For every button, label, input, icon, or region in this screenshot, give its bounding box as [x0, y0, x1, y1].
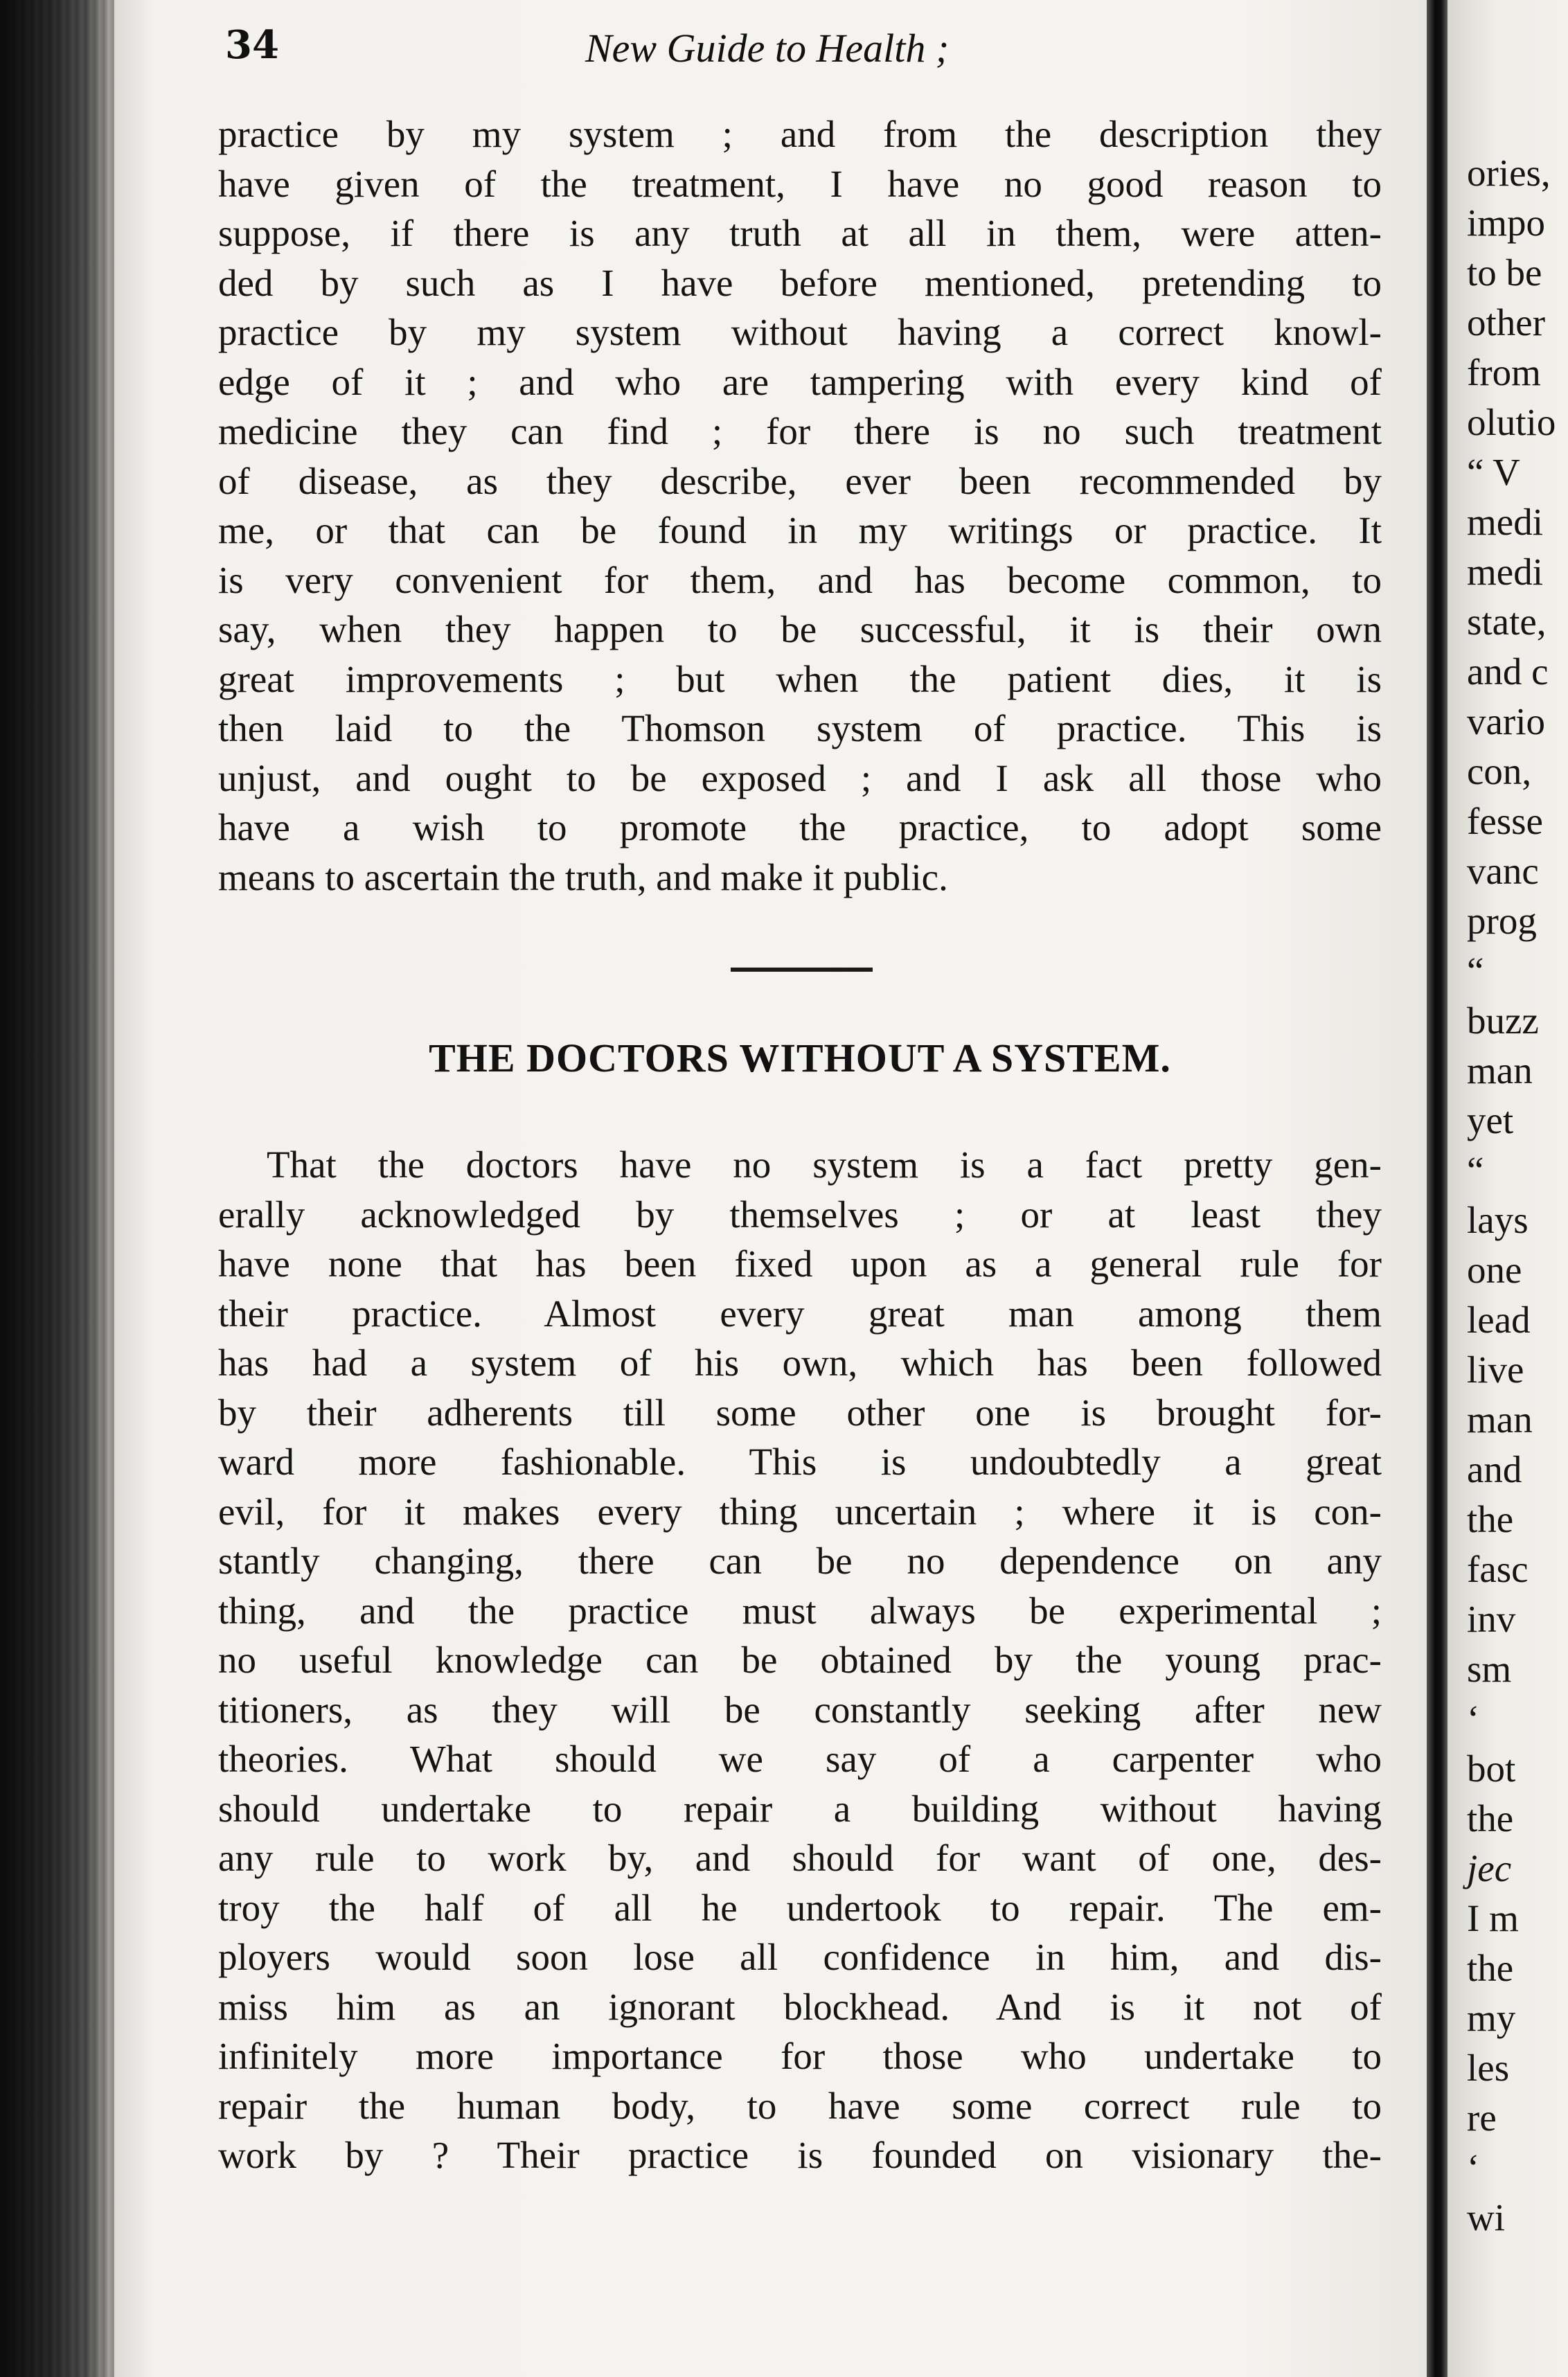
facing-page-edge [1447, 0, 1568, 2377]
text-line: means to ascertain the truth, and make it public. [218, 855, 948, 898]
facing-line: jec [1467, 1847, 1512, 1889]
text-line: say, when they happen to be successful, it is their own [218, 608, 1382, 650]
facing-line: re [1467, 2096, 1497, 2139]
facing-line: buzz [1467, 999, 1539, 1042]
facing-line: lead [1467, 1299, 1531, 1341]
page-number: 34 [225, 22, 279, 68]
text-line: suppose, if there is any truth at all in them, were atten- [218, 212, 1382, 254]
text-line: medicine they can find ; for there is no such treatment [218, 410, 1382, 452]
text-line: ded by such as I have before mentioned, pretending to [218, 261, 1382, 304]
text-line: miss him as an ignorant blockhead. And is it not of [218, 1985, 1382, 2028]
text-line: should undertake to repair a building without having [218, 1787, 1382, 1830]
text-line: of disease, as they describe, ever been recommended by [218, 459, 1382, 502]
facing-line: prog [1467, 900, 1537, 942]
text-line: have given of the treatment, I have no good reason to [218, 162, 1382, 205]
facing-line: vario [1467, 700, 1546, 742]
running-head [114, 12, 1416, 75]
text-line: repair the human body, to have some correct rule to [218, 2084, 1382, 2127]
facing-line: fesse [1467, 800, 1543, 842]
text-line: have a wish to promote the practice, to adopt some [218, 806, 1382, 848]
facing-line: medi [1467, 501, 1543, 543]
text-line: infinitely more importance for those who undertake to [218, 2035, 1382, 2077]
section-divider-rule [731, 968, 873, 972]
text-line: has had a system of his own, which has been followed [218, 1342, 1382, 1384]
facing-line: bot [1467, 1747, 1516, 1790]
facing-line: my [1467, 1997, 1516, 2039]
facing-line: ‘ [1467, 1698, 1480, 1740]
text-line: is very convenient for them, and has become common, to [218, 558, 1382, 601]
text-line: erally acknowledged by themselves ; or at least they [218, 1193, 1382, 1236]
facing-line: impo [1467, 202, 1546, 244]
facing-line: other [1467, 301, 1546, 344]
facing-line: and [1467, 1448, 1522, 1490]
facing-line: fasc [1467, 1548, 1529, 1590]
facing-line: and c [1467, 650, 1549, 693]
facing-line: sm [1467, 1648, 1512, 1690]
facing-line: to be [1467, 251, 1542, 294]
facing-line: yet [1467, 1099, 1514, 1141]
text-line: titioners, as they will be constantly seeking after new [218, 1688, 1382, 1731]
text-line: no useful knowledge can be obtained by the young prac- [218, 1639, 1382, 1681]
text-line: edge of it ; and who are tampering with every kind of [218, 360, 1382, 403]
facing-line: state, [1467, 600, 1547, 643]
facing-line: wi [1467, 2196, 1505, 2238]
text-line: evil, for it makes every thing uncertain ; where it is con- [218, 1490, 1382, 1533]
binding-gutter [0, 0, 114, 2377]
text-line: practice by my system without having a correct knowl- [218, 311, 1382, 353]
facing-line: the [1467, 1498, 1514, 1540]
facing-line: olutio [1467, 401, 1556, 443]
text-line: then laid to the Thomson system of practice. This is [218, 707, 1382, 749]
text-line: by their adherents till some other one is brought for- [218, 1391, 1382, 1434]
text-line: That the doctors have no system is a fact pretty gen- [267, 1143, 1382, 1186]
facing-line: inv [1467, 1598, 1516, 1640]
facing-line: the [1467, 1797, 1514, 1840]
text-line: ployers would soon lose all confidence in him, and dis- [218, 1936, 1382, 1978]
text-line: theories. What should we say of a carpenter who [218, 1738, 1382, 1780]
facing-line: man [1467, 1398, 1533, 1441]
facing-line: man [1467, 1049, 1533, 1092]
facing-line: les [1467, 2047, 1510, 2089]
text-line: practice by my system ; and from the description they [218, 113, 1382, 155]
facing-line: ‘ [1467, 2146, 1480, 2189]
facing-line: vanc [1467, 850, 1539, 892]
facing-line: “ [1467, 950, 1484, 992]
facing-line: the [1467, 1947, 1514, 1989]
text-line: their practice. Almost every great man among them [218, 1292, 1382, 1335]
facing-line: ories, [1467, 152, 1551, 194]
facing-line: from [1467, 351, 1541, 393]
section-heading: THE DOCTORS WITHOUT A SYSTEM. [429, 1035, 1171, 1080]
text-line: ward more fashionable. This is undoubtedly a great [218, 1441, 1382, 1483]
facing-line: “ V [1467, 451, 1520, 493]
text-line: troy the half of all he undertook to repair. The em- [218, 1886, 1382, 1929]
text-line: any rule to work by, and should for want of one, des- [218, 1837, 1382, 1879]
center-fold [1427, 0, 1447, 2377]
facing-line: “ [1467, 1149, 1484, 1191]
facing-line: I m [1467, 1897, 1519, 1939]
text-line: unjust, and ought to be exposed ; and I ask all those who [218, 756, 1382, 799]
section-paragraph [218, 1140, 1382, 2180]
facing-line: live [1467, 1348, 1524, 1391]
text-line: great improvements ; but when the patient dies, it is [218, 657, 1382, 700]
text-line: stantly changing, there can be no dependence on any [218, 1540, 1382, 1582]
facing-line: con, [1467, 750, 1532, 792]
text-line: me, or that can be found in my writings or practice. It [218, 509, 1382, 551]
text-line: thing, and the practice must always be experimental ; [218, 1589, 1382, 1632]
facing-line: lays [1467, 1199, 1529, 1241]
facing-line: one [1467, 1249, 1522, 1291]
running-title: New Guide to Health ; [585, 26, 950, 71]
text-line: work by ? Their practice is founded on visionary the- [218, 2134, 1382, 2176]
text-line: have none that has been fixed upon as a general rule for [218, 1243, 1382, 1285]
facing-line: medi [1467, 551, 1543, 593]
paragraph-continued [218, 109, 1382, 902]
